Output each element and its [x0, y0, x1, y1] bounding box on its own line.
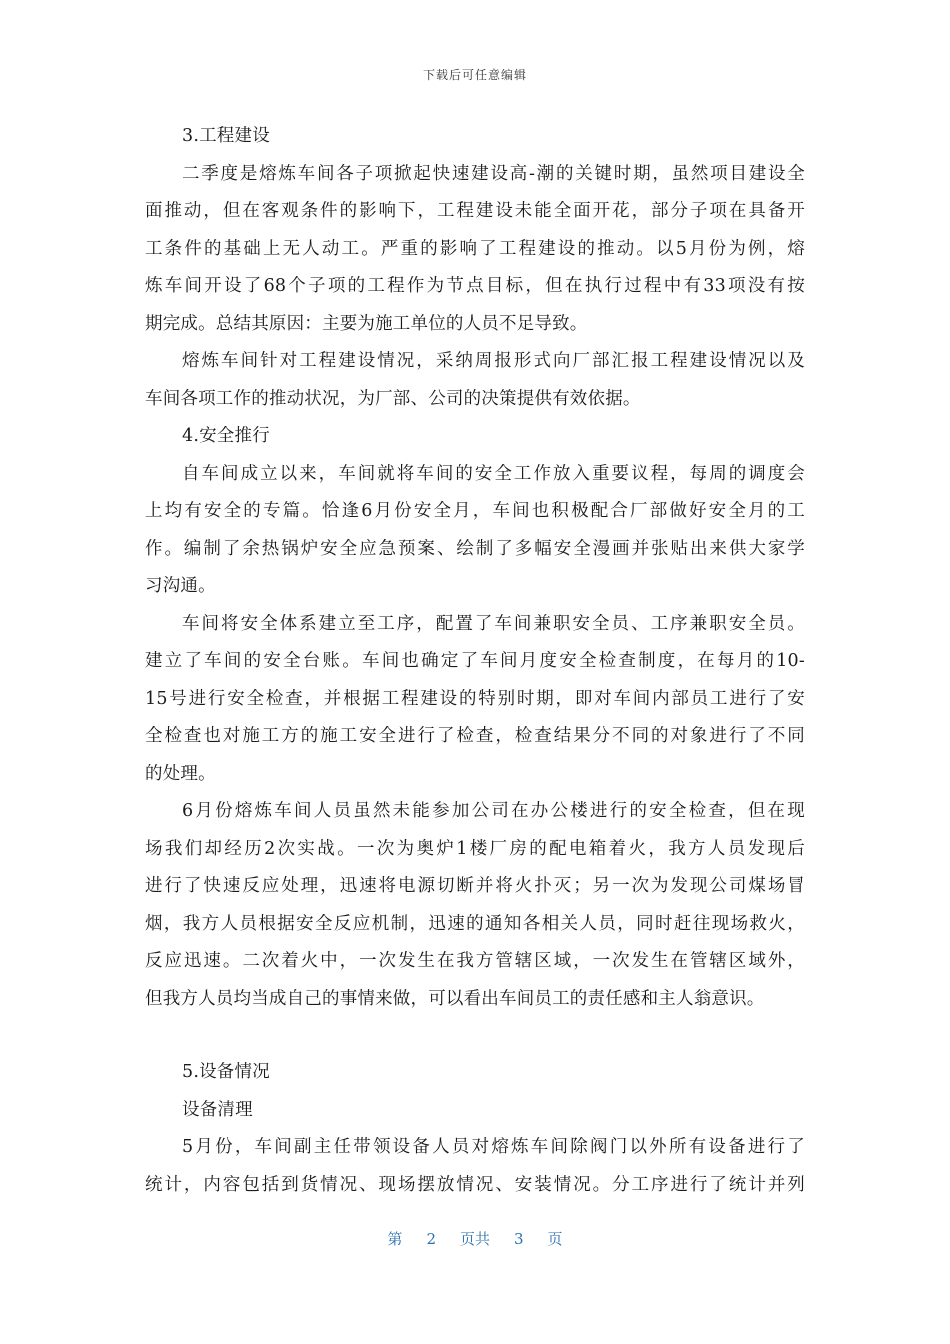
- footer-suffix: 页: [547, 1230, 563, 1248]
- paragraph-line: 期完成。总结其原因：主要为施工单位的人员不足导致。: [145, 313, 588, 334]
- paragraph-line: 15号进行安全检查，并根据工程建设的特别时期，即对车间内部员工进行了安: [145, 688, 805, 709]
- section-spacer: [145, 1018, 805, 1054]
- footer-total-pages: 3: [514, 1230, 524, 1248]
- page-footer: [0, 1228, 950, 1249]
- paragraph-line: 建立了车间的安全台账。车间也确定了车间月度安全检查制度，在每月的10-: [145, 651, 805, 671]
- paragraph-line: 全检查也对施工方的施工安全进行了检查，检查结果分不同的对象进行了不同: [145, 726, 805, 746]
- document-body: [145, 118, 805, 1204]
- paragraph-line: 炼车间开设了68个子项的工程作为节点目标，但在执行过程中有33项没有按: [145, 276, 805, 296]
- footer-prefix: 第: [387, 1230, 403, 1248]
- paragraph-line: 自车间成立以来，车间就将车间的安全工作放入重要议程，每周的调度会: [182, 463, 805, 484]
- paragraph-line: 面推动，但在客观条件的影响下，工程建设未能全面开花，部分子项在具备开: [145, 201, 805, 221]
- paragraph-line: 的处理。: [145, 763, 216, 784]
- paragraph-line: 但我方人员均当成自己的事情来做，可以看出车间员工的责任感和主人翁意识。: [145, 988, 765, 1009]
- paragraph-line: 工条件的基础上无人动工。严重的影响了工程建设的推动。以5月份为例，熔: [145, 238, 805, 259]
- section-heading: 4.安全推行: [182, 426, 270, 446]
- section-subheading: 设备清理: [182, 1099, 253, 1120]
- paragraph-line: 烟，我方人员根据安全反应机制，迅速的通知各相关人员，同时赶往现场救火，: [145, 913, 805, 934]
- paragraph-line: 场我们却经历2次实战。一次为奥炉1楼厂房的配电箱着火，我方人员发现后: [145, 838, 805, 859]
- paragraph-line: 进行了快速反应处理，迅速将电源切断并将火扑灭；另一次为发现公司煤场冒: [145, 876, 805, 896]
- paragraph-line: 反应迅速。二次着火中，一次发生在我方管辖区域，一次发生在管辖区域外，: [145, 951, 805, 971]
- section-heading: 5.设备情况: [182, 1062, 270, 1082]
- paragraph-line: 车间各项工作的推动状况，为厂部、公司的决策提供有效依据。: [145, 388, 641, 409]
- page-header-note: 下载后可任意编辑: [422, 68, 527, 82]
- paragraph-line: 习沟通。: [145, 576, 216, 596]
- footer-current-page: 2: [426, 1230, 436, 1248]
- section-heading: 3.工程建设: [182, 126, 270, 146]
- paragraph-line: 熔炼车间针对工程建设情况，采纳周报形式向厂部汇报工程建设情况以及: [182, 351, 805, 371]
- paragraph-line: 统计，内容包括到货情况、现场摆放情况、安装情况。分工序进行了统计并列: [145, 1174, 805, 1195]
- paragraph-line: 作。编制了余热锅炉安全应急预案、绘制了多幅安全漫画并张贴出来供大家学: [145, 538, 805, 559]
- paragraph-line: 二季度是熔炼车间各子项掀起快速建设高-潮的关键时期，虽然项目建设全: [182, 163, 805, 184]
- paragraph-line: 5月份，车间副主任带领设备人员对熔炼车间除阀门以外所有设备进行了: [182, 1137, 805, 1157]
- paragraph-line: 6月份熔炼车间人员虽然未能参加公司在办公楼进行的安全检查，但在现: [182, 801, 805, 821]
- paragraph-line: 上均有安全的专篇。恰逢6月份安全月，车间也积极配合厂部做好安全月的工: [145, 501, 805, 521]
- footer-middle: 页共: [459, 1230, 490, 1248]
- paragraph-line: 车间将安全体系建立至工序，配置了车间兼职安全员、工序兼职安全员。: [182, 613, 805, 634]
